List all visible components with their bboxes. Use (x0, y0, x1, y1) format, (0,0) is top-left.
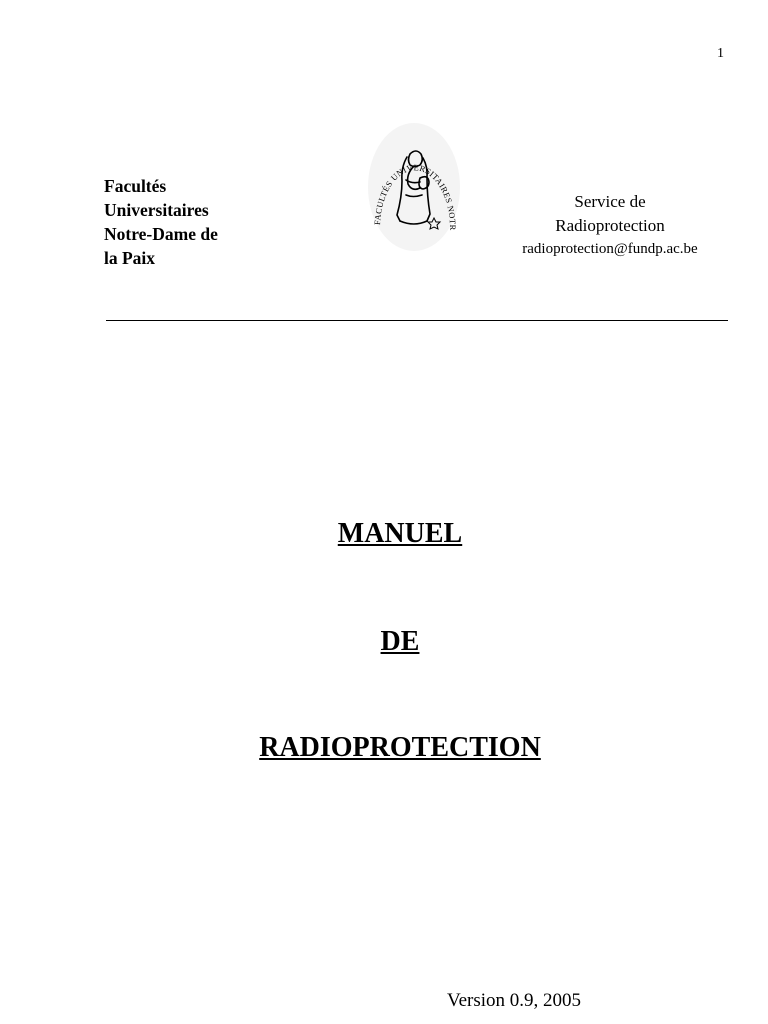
title-line-2: DE (380, 626, 420, 657)
institution-line: la Paix (104, 248, 156, 268)
version-label: Version 0.9, 2005 (447, 990, 582, 1011)
service-line: Radioprotection (555, 216, 665, 235)
header-divider (106, 320, 728, 321)
seal-text: FACULTÉS UNIVERSITAIRES NOTR (373, 163, 458, 231)
service-email: radioprotection@fundp.ac.be (522, 241, 698, 257)
service-block (490, 190, 730, 260)
title-line-1: MANUEL (337, 518, 463, 549)
institution-line: Facultés (104, 176, 167, 196)
institution-line: Notre-Dame de (104, 224, 218, 244)
institution-name (104, 174, 264, 270)
page-number: 1 (717, 46, 724, 61)
institution-line: Universitaires (104, 200, 209, 220)
madonna-seal-icon (366, 120, 462, 254)
service-line: Service de (574, 192, 646, 211)
title-line-3: RADIOPROTECTION (259, 732, 541, 763)
